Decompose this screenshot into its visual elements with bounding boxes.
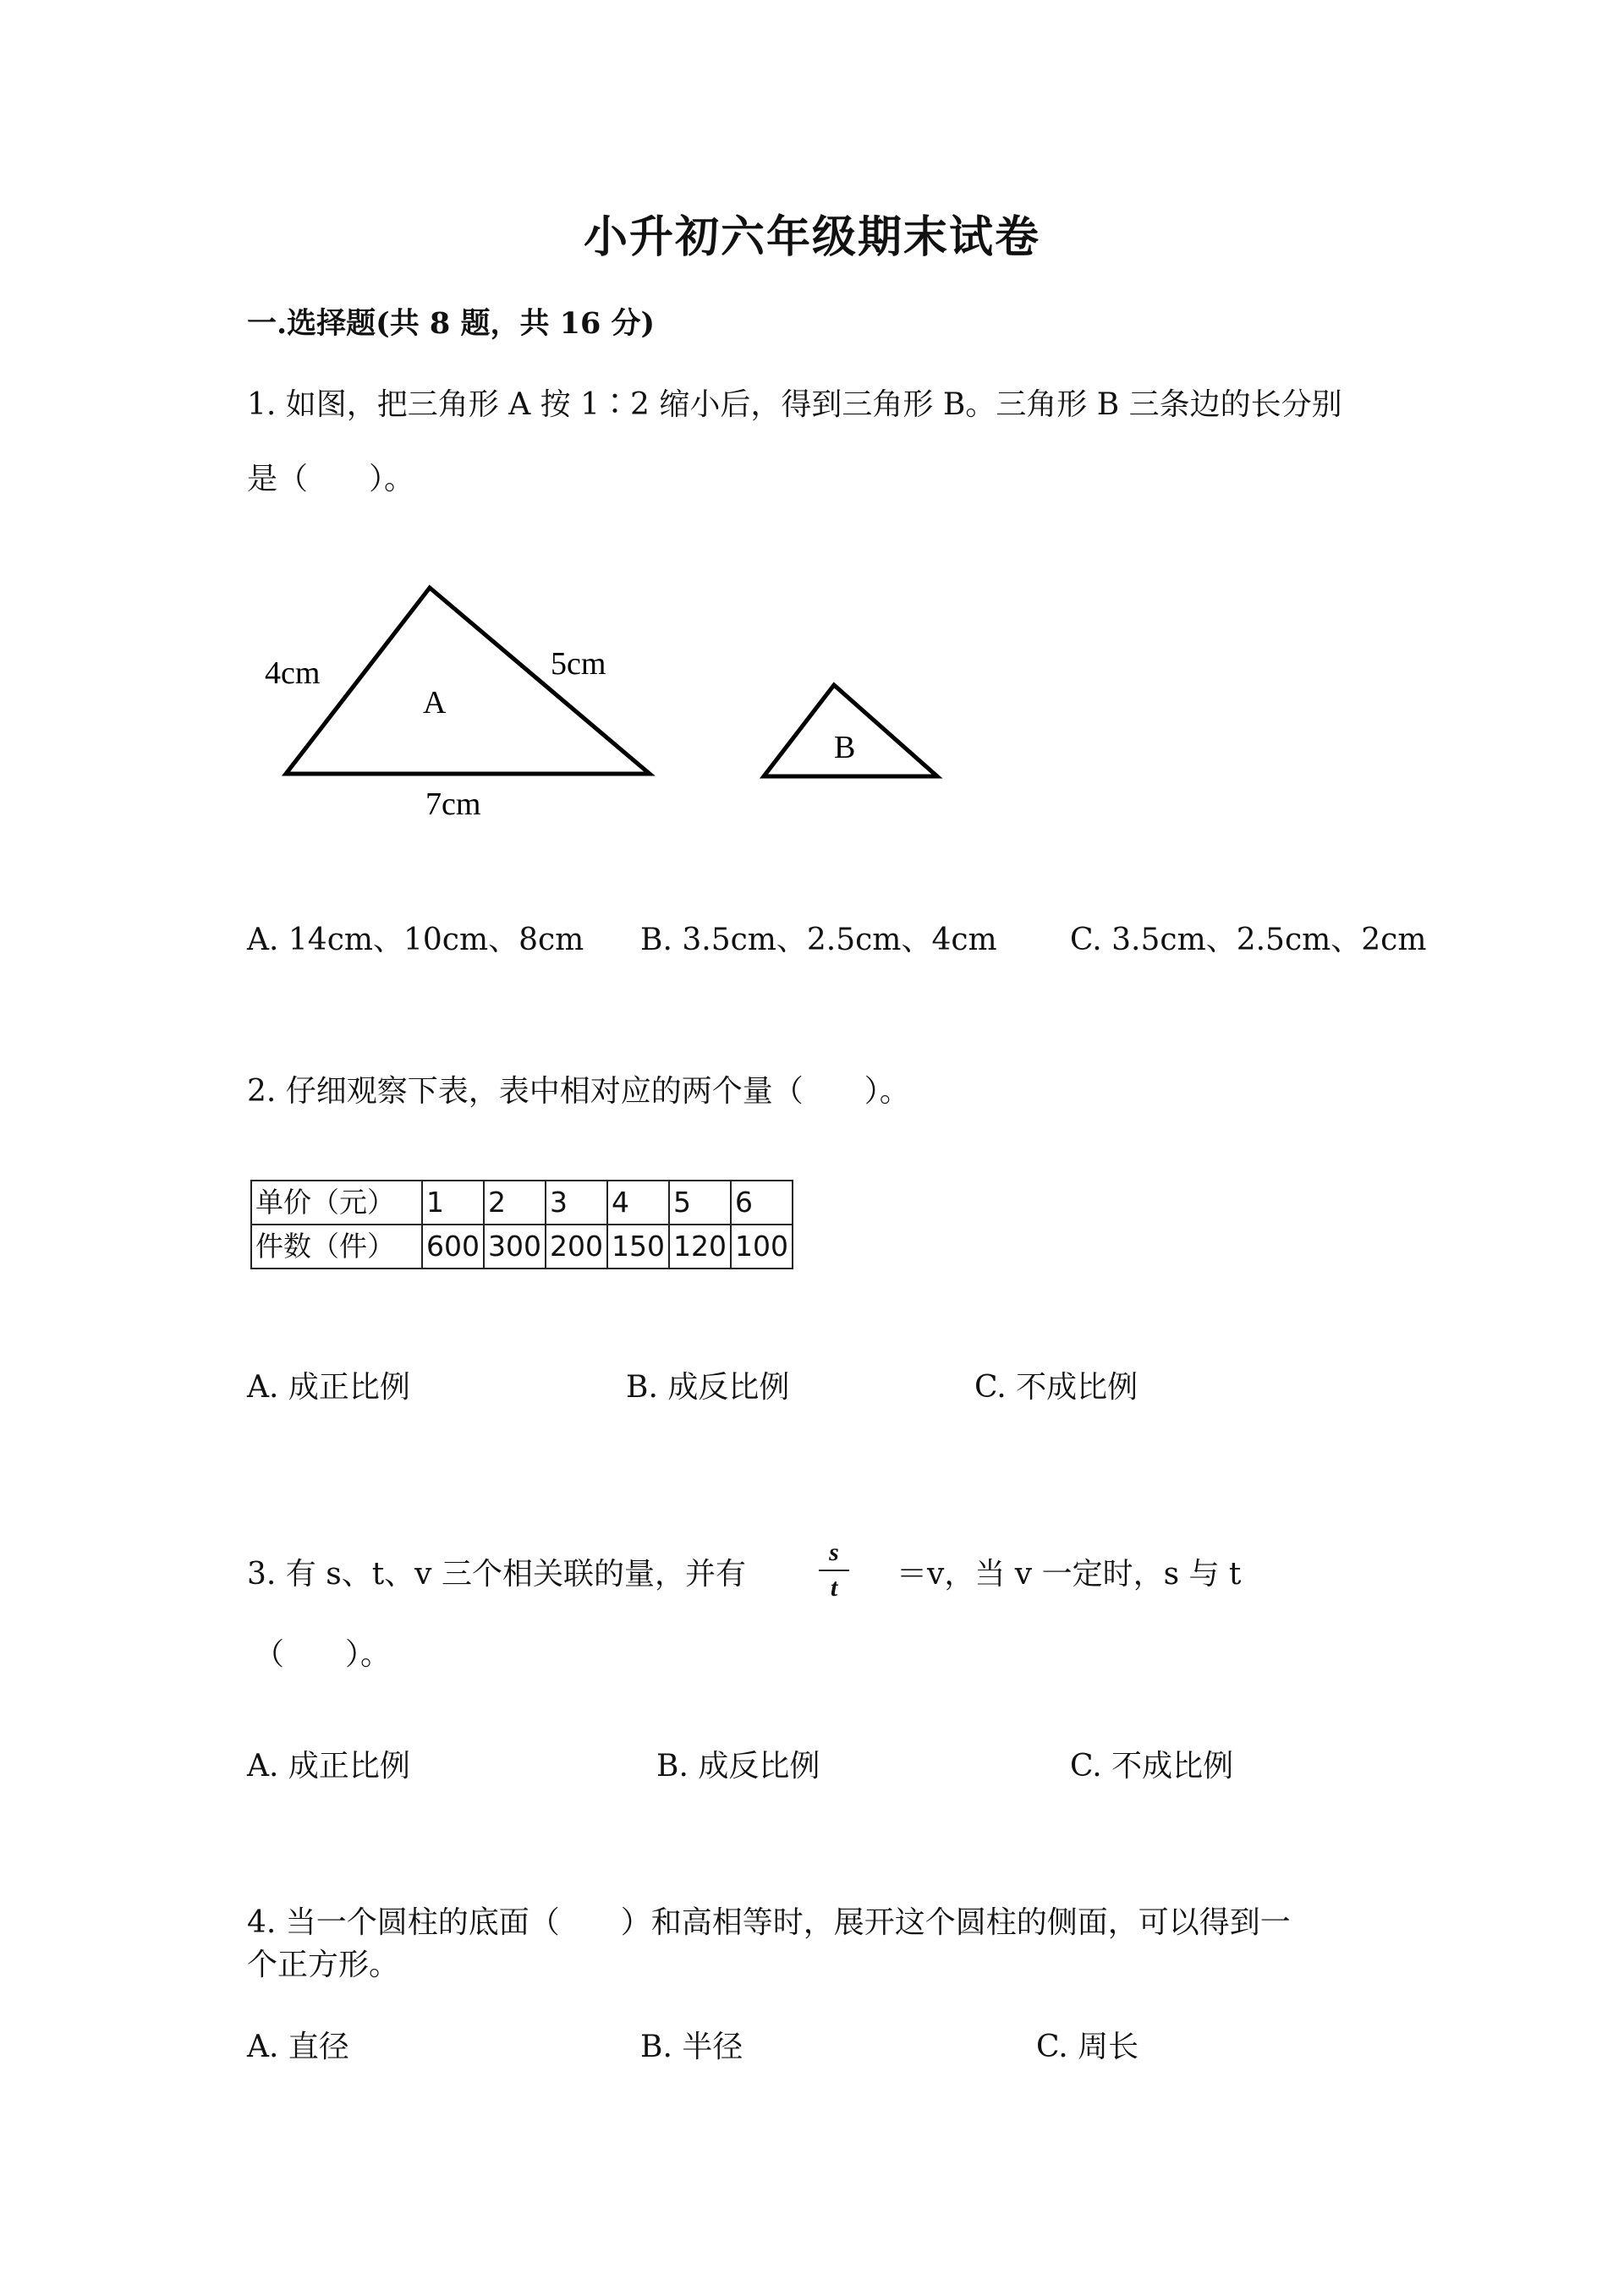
table-row-header: 单价（元） <box>251 1181 422 1225</box>
table-cell: 150 <box>607 1225 669 1269</box>
fraction-s-over-t <box>819 1537 849 1603</box>
q4-option-c[interactable]: C. 周长 <box>1036 2030 1139 2064</box>
section-heading: 一.选择题(共 8 题，共 16 分) <box>247 306 656 341</box>
question-2-text: 2. 仔细观察下表，表中相对应的两个量（ ）。 <box>247 1074 910 1109</box>
side-right-label: 5cm <box>551 646 606 682</box>
q2-option-b[interactable]: B. 成反比例 <box>626 1370 790 1405</box>
table-cell: 120 <box>669 1225 731 1269</box>
table-cell: 100 <box>731 1225 793 1269</box>
price-quantity-table <box>250 1180 793 1269</box>
page-title: 小升初六年级期末试卷 <box>583 211 1040 263</box>
q4-option-b[interactable]: B. 半径 <box>640 2030 743 2064</box>
q3-option-b[interactable]: B. 成反比例 <box>656 1749 820 1784</box>
fraction-denominator: t <box>830 1574 838 1602</box>
table-cell: 4 <box>607 1181 669 1225</box>
side-bottom-label: 7cm <box>425 786 481 822</box>
q1-option-c[interactable]: C. 3.5cm、2.5cm、2cm <box>1070 923 1427 957</box>
fraction-numerator: s <box>829 1538 839 1566</box>
triangle-figure <box>0 0 1624 846</box>
table-row <box>251 1181 793 1225</box>
q3-option-c[interactable]: C. 不成比例 <box>1070 1749 1234 1784</box>
question-1-line2: 是（ ）。 <box>247 462 415 496</box>
question-3-line2: （ ）。 <box>254 1637 392 1672</box>
q1-option-a[interactable]: A. 14cm、10cm、8cm <box>247 923 584 957</box>
table-row <box>251 1225 793 1269</box>
question-4-line2: 个正方形。 <box>247 1948 400 1982</box>
question-1-line1: 1. 如图，把三角形 A 按 1∶2 缩小后，得到三角形 B。三角形 B 三条边的长分别 <box>247 387 1342 422</box>
side-left-label: 4cm <box>265 655 321 691</box>
q3-option-a[interactable]: A. 成正比例 <box>247 1749 410 1784</box>
triangle-a-label: A <box>423 685 447 721</box>
q4-option-a[interactable]: A. 直径 <box>247 2030 349 2064</box>
table-cell: 200 <box>546 1225 607 1269</box>
table-cell: 600 <box>422 1225 484 1269</box>
table-cell: 6 <box>731 1181 793 1225</box>
q1-option-b[interactable]: B. 3.5cm、2.5cm、4cm <box>640 923 997 957</box>
question-3-text-before: 3. 有 s、t、v 三个相关联的量，并有 <box>247 1557 746 1592</box>
triangle-b-label: B <box>834 730 856 765</box>
table-cell: 5 <box>669 1181 731 1225</box>
table-cell: 2 <box>484 1181 546 1225</box>
q2-option-a[interactable]: A. 成正比例 <box>247 1370 410 1405</box>
fraction-bar <box>819 1570 849 1571</box>
question-4-line1: 4. 当一个圆柱的底面（ ）和高相等时，展开这个圆柱的侧面，可以得到一 <box>247 1905 1291 1940</box>
table-cell: 1 <box>422 1181 484 1225</box>
table-cell: 3 <box>546 1181 607 1225</box>
q2-option-c[interactable]: C. 不成比例 <box>974 1370 1138 1405</box>
table-cell: 300 <box>484 1225 546 1269</box>
table-row-header: 件数（件） <box>251 1225 422 1269</box>
question-3-text-after: ＝v，当 v 一定时，s 与 t <box>897 1557 1242 1592</box>
